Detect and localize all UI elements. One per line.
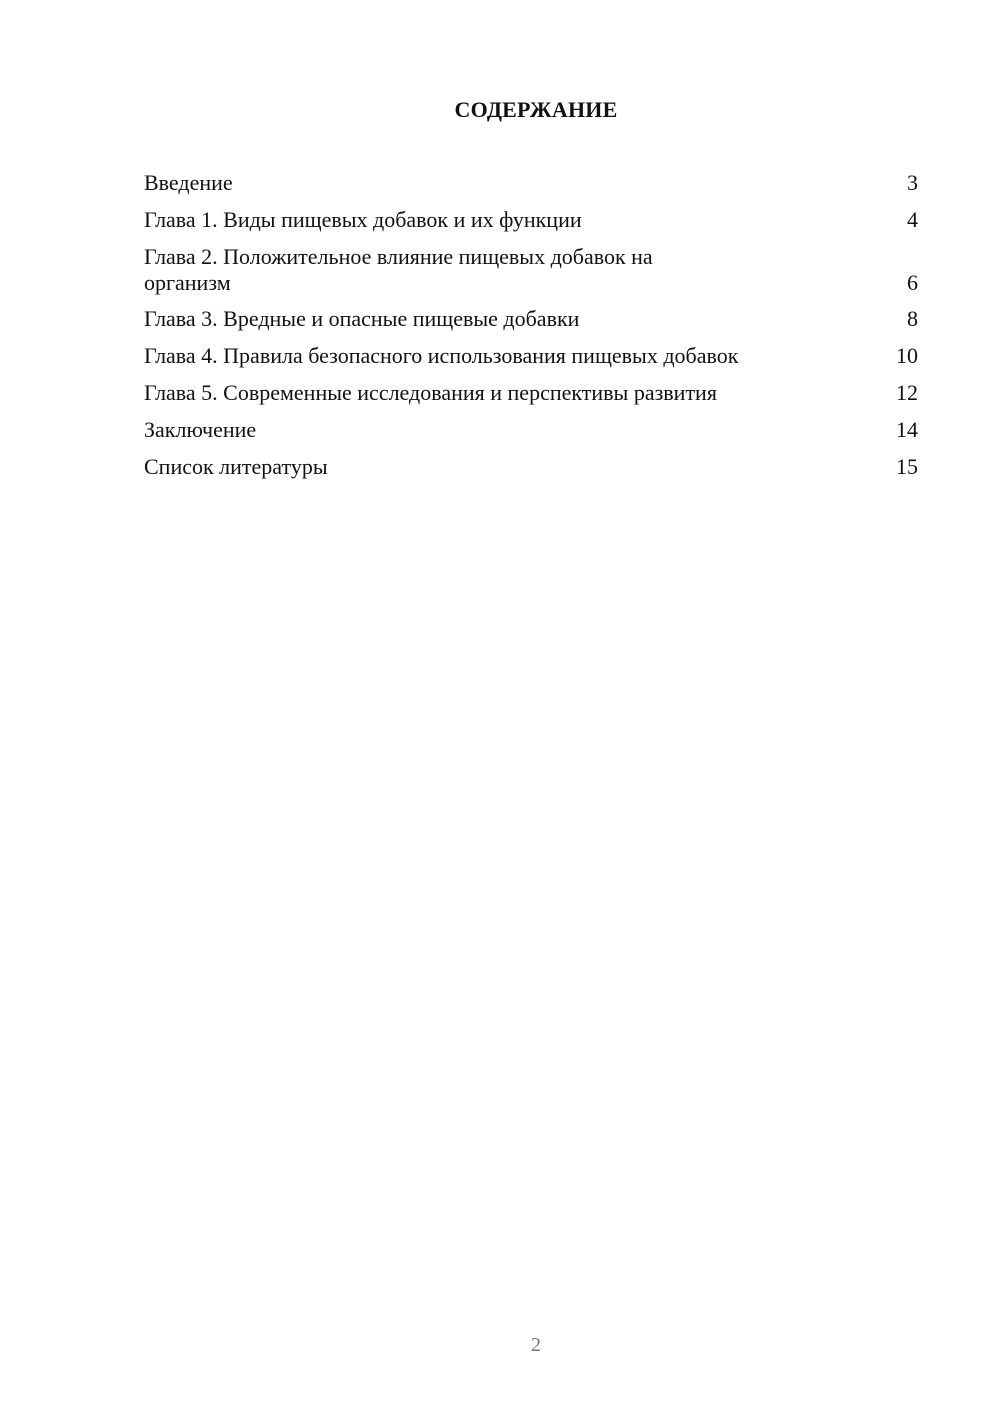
toc-entry-chapter-1 [144,207,918,233]
toc-entry-label: Введение [144,170,233,195]
toc-entry-label: Заключение [144,417,257,442]
toc-entry-label: Глава 1. Виды пищевых добавок и их функции [144,207,582,232]
page-number: 2 [531,1334,541,1356]
toc-entry-label: Глава 2. Положительное влияние пищевых добавок на организм [144,244,653,295]
toc-entry-page: 12 [896,380,918,405]
toc-heading: СОДЕРЖАНИЕ [454,97,618,122]
toc-entry-label: Глава 3. Вредные и опасные пищевые добавки [144,306,580,331]
toc-entry-chapter-2 [144,244,918,296]
toc-entry-label: Глава 4. Правила безопасного использования пищевых добавок [144,343,739,368]
table-of-contents [144,170,918,491]
toc-entry-page: 14 [896,417,918,442]
toc-entry-page: 15 [896,454,918,479]
toc-entry-page: 6 [907,270,918,295]
toc-entry-chapter-3 [144,306,918,332]
toc-entry-label: Список литературы [144,454,328,479]
toc-entry-chapter-5 [144,380,918,406]
toc-entry-page: 8 [907,306,918,331]
toc-entry-conclusion [144,417,918,443]
toc-entry-bibliography [144,454,918,480]
toc-entry-page: 4 [907,207,918,232]
toc-entry-introduction [144,170,918,196]
toc-entry-page: 10 [896,343,918,368]
toc-entry-label: Глава 5. Современные исследования и перспективы развития [144,380,717,405]
toc-entry-page: 3 [907,170,918,195]
toc-entry-chapter-4 [144,343,918,369]
